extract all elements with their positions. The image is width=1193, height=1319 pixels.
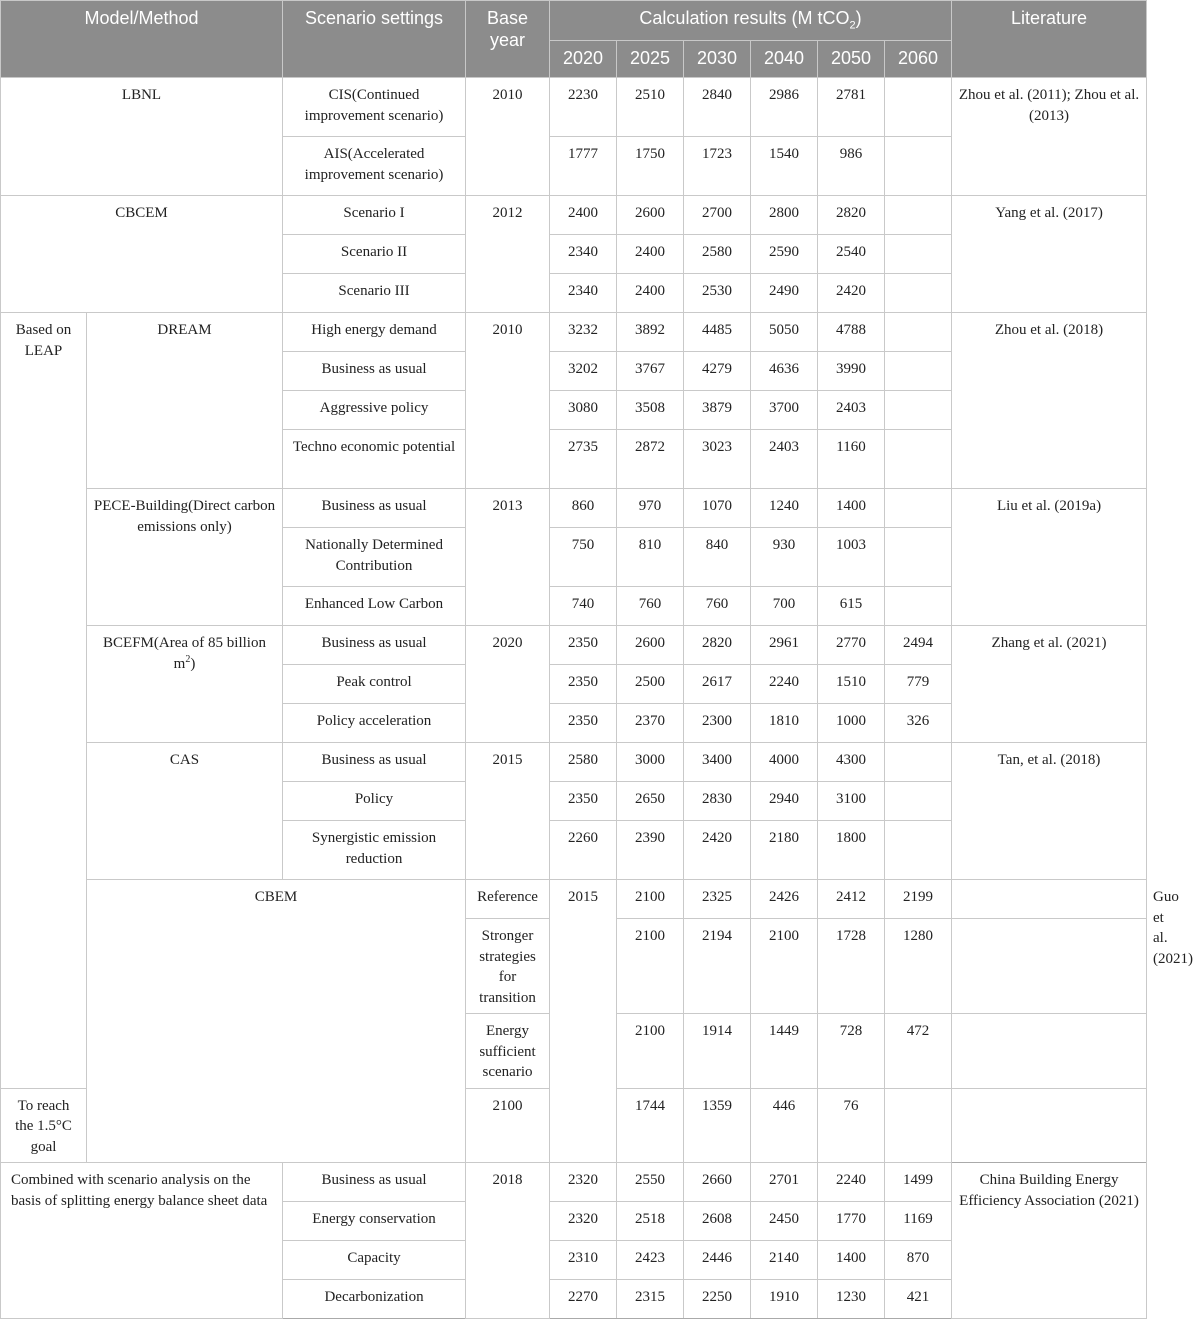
table-body [1,78,1193,1319]
scenario-cell: Aggressive policy [283,391,466,430]
value-cell: 3700 [751,391,818,430]
value-cell: 1744 [617,1088,684,1163]
value-cell: 2420 [684,821,751,880]
value-cell: 700 [751,587,818,626]
scenario-cell: Business as usual [283,743,466,782]
value-cell: 1510 [818,665,885,704]
value-cell [952,919,1147,1014]
value-cell: 4485 [684,313,751,352]
value-cell: 2310 [550,1241,617,1280]
value-cell [885,743,952,782]
value-cell: 2340 [550,274,617,313]
literature-cell: Tan, et al. (2018) [952,743,1147,880]
table-row: CBEM Reference 2015 2100 2325 2426 2412 2199 Guo et al. (2021) [1,880,1147,919]
value-cell: 2986 [751,78,818,137]
value-cell: 615 [818,587,885,626]
value-cell: 1160 [818,430,885,489]
leap-group-cell: Based on LEAP [1,313,87,1089]
value-cell: 1499 [885,1163,952,1202]
value-cell: 2403 [818,391,885,430]
value-cell: 4636 [751,352,818,391]
value-cell: 2961 [751,626,818,665]
value-cell: 1910 [751,1280,818,1319]
model-cell: CBEM [87,880,466,1163]
value-cell: 2608 [684,1202,751,1241]
literature-cell: Liu et al. (2019a) [952,489,1147,626]
header-year: 2030 [684,41,751,78]
value-cell: 930 [751,528,818,587]
value-cell: 2140 [751,1241,818,1280]
scenario-cell: Techno economic potential [283,430,466,489]
value-cell: 3892 [617,313,684,352]
table-row [1,489,1147,528]
value-cell: 2260 [550,821,617,880]
value-cell: 1000 [818,704,885,743]
scenario-cell: Energy conservation [283,1202,466,1241]
value-cell: 2270 [550,1280,617,1319]
value-cell: 2840 [684,78,751,137]
value-cell: 2340 [550,235,617,274]
value-cell: 2800 [751,196,818,235]
value-cell: 1230 [818,1280,885,1319]
value-cell: 2510 [617,78,684,137]
value-cell [885,78,952,137]
value-cell: 1169 [885,1202,952,1241]
value-cell: 76 [818,1088,885,1163]
value-cell: 1810 [751,704,818,743]
value-cell: 2412 [818,880,885,919]
value-cell: 2230 [550,78,617,137]
value-cell: 2830 [684,782,751,821]
value-cell: 810 [617,528,684,587]
value-cell: 2446 [684,1241,751,1280]
base-year-cell: 2015 [550,880,617,1163]
value-cell: 1003 [818,528,885,587]
value-cell: 2390 [617,821,684,880]
scenario-cell: AIS(Accelerated improvement scenario) [283,137,466,196]
value-cell [885,782,952,821]
value-cell: 2240 [818,1163,885,1202]
header-year: 2060 [885,41,952,78]
value-cell: 2300 [684,704,751,743]
value-cell: 740 [550,587,617,626]
table-row [1,313,1147,352]
value-cell [885,489,952,528]
scenario-cell: CIS(Continued improvement scenario) [283,78,466,137]
value-cell: 2600 [617,196,684,235]
value-cell: 1914 [684,1014,751,1089]
value-cell [885,391,952,430]
model-cell: DREAM [87,313,283,489]
base-year-cell: 2020 [466,626,550,743]
value-cell: 4000 [751,743,818,782]
scenario-cell: Enhanced Low Carbon [283,587,466,626]
table-row [1,196,1147,235]
value-cell: 2400 [617,235,684,274]
value-cell: 1449 [751,1014,818,1089]
header-model-method: Model/Method [1,1,283,78]
value-cell [885,313,952,352]
value-cell: 3100 [818,782,885,821]
scenario-cell: Synergistic emission reduction [283,821,466,880]
value-cell: 840 [684,528,751,587]
value-cell: 3400 [684,743,751,782]
scenario-cell: Reference [466,880,550,919]
model-cell: LBNL [1,78,283,196]
scenario-cell: Business as usual [283,352,466,391]
table-header [1,1,1147,78]
value-cell: 2500 [617,665,684,704]
value-cell: 2426 [751,880,818,919]
value-cell: 2450 [751,1202,818,1241]
value-cell: 2100 [466,1088,550,1163]
value-cell: 2530 [684,274,751,313]
scenario-cell: Business as usual [283,1163,466,1202]
value-cell: 2872 [617,430,684,489]
scenario-cell: Business as usual [283,626,466,665]
value-cell: 2735 [550,430,617,489]
literature-cell: China Building Energy Efficiency Association (2021) [952,1163,1147,1319]
table-row [1,1163,1147,1202]
value-cell: 1240 [751,489,818,528]
value-cell: 760 [684,587,751,626]
value-cell: 2325 [684,880,751,919]
value-cell: 3000 [617,743,684,782]
value-cell: 1728 [818,919,885,1014]
value-cell: 2550 [617,1163,684,1202]
value-cell: 3080 [550,391,617,430]
value-cell: 4279 [684,352,751,391]
value-cell: 3202 [550,352,617,391]
scenario-cell: Scenario II [283,235,466,274]
value-cell: 2423 [617,1241,684,1280]
value-cell: 5050 [751,313,818,352]
value-cell [885,196,952,235]
base-year-cell: 2010 [466,313,550,489]
value-cell: 2350 [550,704,617,743]
value-cell: 2420 [818,274,885,313]
header-calculation-results: Calculation results (M tCO$_2$) [550,1,952,41]
value-cell: 1800 [818,821,885,880]
value-cell [885,352,952,391]
value-cell: 2199 [885,880,952,919]
scenario-cell: Decarbonization [283,1280,466,1319]
value-cell: 2494 [885,626,952,665]
table-row [1,78,1147,137]
value-cell: 2580 [550,743,617,782]
header-year: 2020 [550,41,617,78]
scenario-cell: Policy acceleration [283,704,466,743]
value-cell [952,880,1147,919]
value-cell: 326 [885,704,952,743]
value-cell: 860 [550,489,617,528]
value-cell [885,528,952,587]
base-year-cell: 2013 [466,489,550,626]
value-cell: 728 [818,1014,885,1089]
value-cell: 2240 [751,665,818,704]
model-cell: Combined with scenario analysis on the basis of splitting energy balance sheet data [1,1163,283,1319]
value-cell: 2701 [751,1163,818,1202]
value-cell: 970 [617,489,684,528]
value-cell: 2781 [818,78,885,137]
value-cell: 3767 [617,352,684,391]
value-cell: 2250 [684,1280,751,1319]
value-cell: 3879 [684,391,751,430]
value-cell: 2350 [550,626,617,665]
literature-cell: Zhou et al. (2018) [952,313,1147,489]
header-year: 2040 [751,41,818,78]
value-cell: 446 [751,1088,818,1163]
model-cell: CAS [87,743,283,880]
literature-cell: Yang et al. (2017) [952,196,1147,313]
value-cell: 1750 [617,137,684,196]
value-cell: 1070 [684,489,751,528]
header-year: 2050 [818,41,885,78]
value-cell: 779 [885,665,952,704]
scenario-cell: Business as usual [283,489,466,528]
value-cell [885,430,952,489]
value-cell: 2350 [550,665,617,704]
value-cell: 421 [885,1280,952,1319]
value-cell: 1359 [684,1088,751,1163]
base-year-cell: 2015 [466,743,550,880]
value-cell: 2100 [617,880,684,919]
base-year-cell: 2012 [466,196,550,313]
value-cell [885,587,952,626]
scenario-cell: Energy sufficient scenario [466,1014,550,1089]
value-cell: 2590 [751,235,818,274]
value-cell: 986 [818,137,885,196]
value-cell: 2315 [617,1280,684,1319]
value-cell [952,1014,1147,1089]
value-cell: 3232 [550,313,617,352]
header-literature: Literature [952,1,1147,78]
scenario-cell: Stronger strategies for transition [466,919,550,1014]
value-cell: 2100 [751,919,818,1014]
value-cell: 2403 [751,430,818,489]
scenario-cell: Policy [283,782,466,821]
value-cell: 4788 [818,313,885,352]
value-cell: 760 [617,587,684,626]
value-cell: 1723 [684,137,751,196]
scenario-cell: Peak control [283,665,466,704]
model-cell: CBCEM [1,196,283,313]
value-cell: 2400 [617,274,684,313]
value-cell: 2660 [684,1163,751,1202]
header-base-year: Base year [466,1,550,78]
value-cell: 1400 [818,489,885,528]
value-cell: 2100 [617,1014,684,1089]
value-cell: 2180 [751,821,818,880]
value-cell: 2540 [818,235,885,274]
header-year: 2025 [617,41,684,78]
value-cell: 2400 [550,196,617,235]
base-year-cell: 2018 [466,1163,550,1319]
value-cell: 2580 [684,235,751,274]
scenario-cell: Nationally Determined Contribution [283,528,466,587]
model-cell: PECE-Building(Direct carbon emissions only) [87,489,283,626]
value-cell: 3023 [684,430,751,489]
value-cell: 2350 [550,782,617,821]
value-cell [885,1088,952,1163]
value-cell: 2820 [818,196,885,235]
value-cell: 2518 [617,1202,684,1241]
value-cell: 1540 [751,137,818,196]
value-cell: 3990 [818,352,885,391]
value-cell: 472 [885,1014,952,1089]
scenario-cell: Scenario I [283,196,466,235]
model-cell: BCEFM(Area of 85 billion $m^2$) [87,626,283,743]
value-cell: 750 [550,528,617,587]
value-cell: 2320 [550,1202,617,1241]
table-row [1,743,1147,782]
scenario-cell: Capacity [283,1241,466,1280]
value-cell: 1777 [550,137,617,196]
value-cell: 1770 [818,1202,885,1241]
table-row [1,626,1147,665]
value-cell [885,137,952,196]
value-cell [885,821,952,880]
scenario-cell: Scenario III [283,274,466,313]
value-cell: 4300 [818,743,885,782]
literature-cell: Zhou et al. (2011); Zhou et al. (2013) [952,78,1147,196]
value-cell: 2617 [684,665,751,704]
base-year-cell: 2010 [466,78,550,196]
value-cell: 2100 [617,919,684,1014]
value-cell: 2940 [751,782,818,821]
value-cell: 2320 [550,1163,617,1202]
literature-cell: Zhang et al. (2021) [952,626,1147,743]
value-cell: 3508 [617,391,684,430]
header-scenario-settings: Scenario settings [283,1,466,78]
value-cell: 2600 [617,626,684,665]
value-cell: 2490 [751,274,818,313]
value-cell [885,274,952,313]
value-cell: 1280 [885,919,952,1014]
value-cell: 2650 [617,782,684,821]
value-cell: 2370 [617,704,684,743]
scenario-cell: High energy demand [283,313,466,352]
value-cell: 2194 [684,919,751,1014]
value-cell: 2820 [684,626,751,665]
value-cell: 2700 [684,196,751,235]
value-cell: 870 [885,1241,952,1280]
value-cell: 2770 [818,626,885,665]
value-cell: 1400 [818,1241,885,1280]
value-cell [885,235,952,274]
scenario-cell: To reach the 1.5°C goal [1,1088,87,1163]
